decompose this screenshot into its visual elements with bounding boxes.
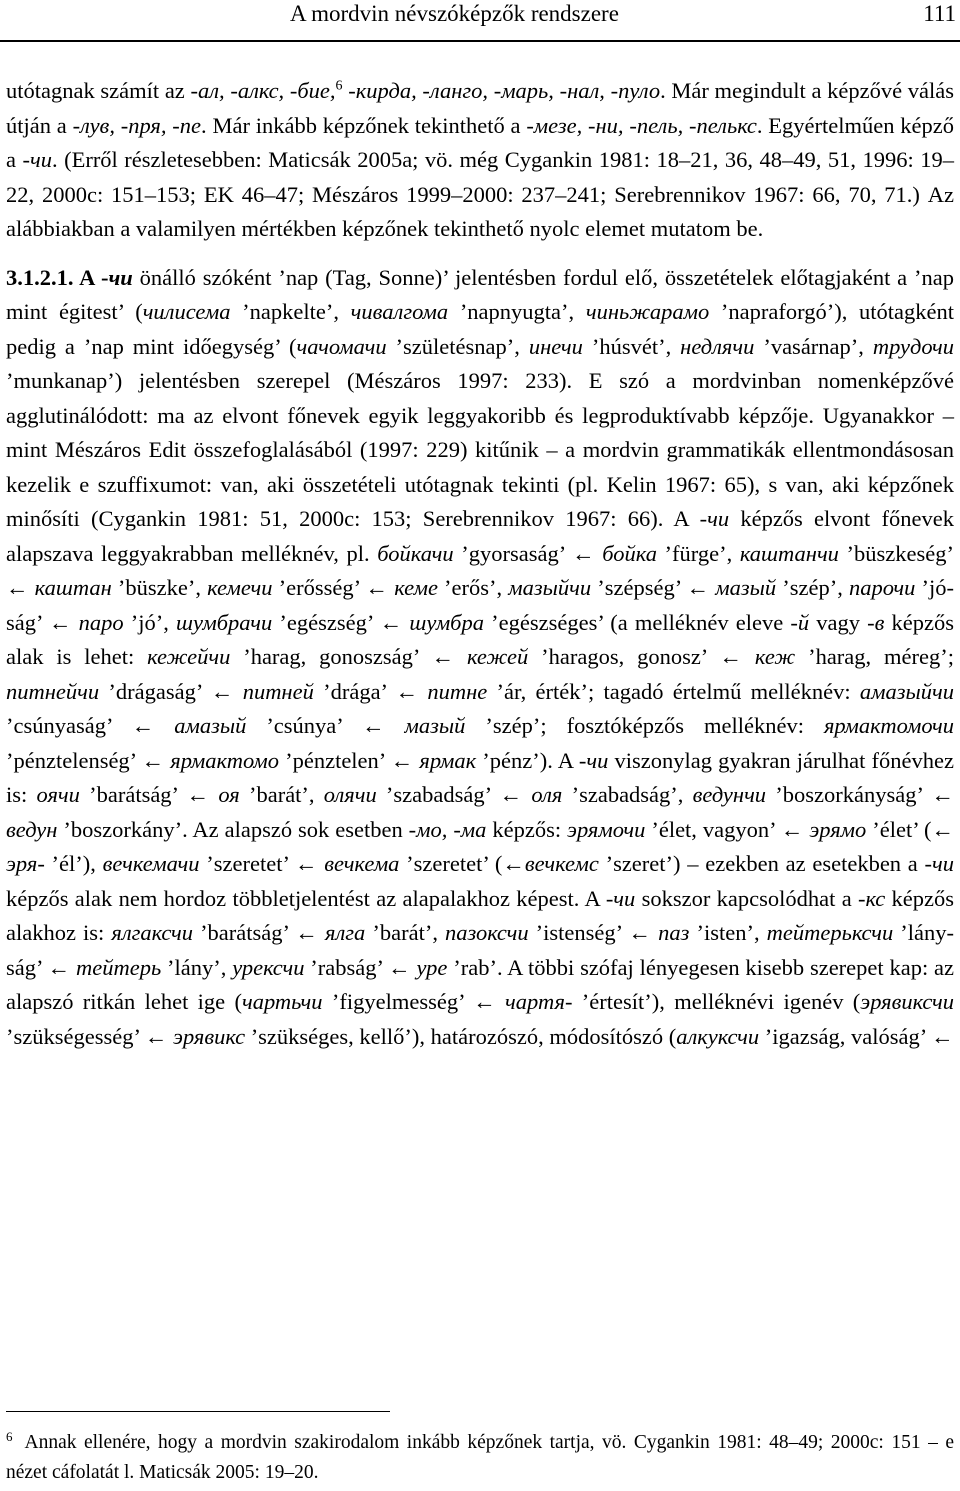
- paragraph-section-3-1-2-1: [6, 261, 954, 1055]
- running-title: A mordvin névszóképzők rendszere: [290, 1, 619, 26]
- text-run: ’barátság’ ←: [79, 782, 219, 807]
- cyrillic-term: уре: [416, 954, 448, 980]
- cyrillic-term: эрявикс: [173, 1023, 246, 1049]
- text-run: ’erősség’ ←: [272, 575, 395, 600]
- text-run: ’istenség’ ←: [528, 920, 659, 945]
- footnote-rule: [6, 1411, 390, 1412]
- text-run: ’szabadság’,: [562, 782, 693, 807]
- cyrillic-term: питней: [242, 678, 314, 704]
- text-run: ’élet, vagyon’ ←: [645, 816, 810, 842]
- cyrillic-term: -чи: [924, 851, 954, 876]
- text-run: ’boszorkányság’ ←: [766, 782, 955, 807]
- text-run: ’drága’ ←: [313, 678, 428, 704]
- cyrillic-term: инечи: [528, 333, 583, 359]
- cyrillic-term: эрямочи: [567, 816, 646, 842]
- cyrillic-term: каштан: [34, 575, 112, 600]
- text-run: ’jóság’ ←: [6, 575, 955, 635]
- text-run: ’szeretet’ (←: [399, 851, 525, 876]
- cyrillic-term: чиньжарамо: [585, 299, 710, 324]
- cyrillic-term: паро: [78, 609, 124, 635]
- cyrillic-term: мазый: [715, 575, 777, 600]
- text-run: ’jó’,: [123, 609, 176, 635]
- cyrillic-term: шумбра: [409, 609, 484, 635]
- text-run: . Már inkább képzőnek tekinthető a: [201, 112, 527, 138]
- text-run: utótagnak számít az: [6, 78, 191, 103]
- footnote: [6, 1428, 954, 1488]
- cyrillic-term: кеж: [754, 644, 796, 669]
- cyrillic-term: -кирда, -ланго, -марь, -нал, -пуло: [348, 78, 661, 103]
- cyrillic-term: -ал, -алкс, -бие,: [190, 78, 336, 103]
- footnote-text: Annak ellenére, hogy a mordvin szakirodalom inkább képzőnek tartja, vö. Cygankin 1981: 48–49; 2000c: 151 – e nézet cáfolatát l. Maticsák 2005: 19–20.: [6, 1432, 954, 1483]
- cyrillic-term: оля: [531, 782, 563, 807]
- running-header: [0, 0, 960, 42]
- cyrillic-term: -мо, -ма: [408, 816, 487, 842]
- text-run: ’figyelmesség’ ←: [322, 989, 506, 1014]
- cyrillic-term: ведунчи: [692, 782, 767, 807]
- cyrillic-term: вечкемс: [524, 851, 599, 876]
- text-run: ’drágaság’ ←: [99, 678, 243, 704]
- cyrillic-term: питне: [427, 678, 488, 704]
- text-run: ’rab’. A többi szófaj lényegesen kisebb szerepet kap: az alapszó ritkán lehet ige (: [6, 954, 954, 1014]
- paragraph-intro-text: [6, 78, 954, 241]
- text-run: ’napraforgó’), utótagként pedig a ’nap mint időegység’ (: [6, 299, 954, 359]
- cyrillic-term: -чи: [605, 885, 636, 911]
- text-run: ’ár, érték’; tagadó értelmű melléknév:: [487, 678, 860, 704]
- text-run: ’egészséges’ (a melléknév eleve: [484, 609, 791, 635]
- cyrillic-term: вечкемачи: [102, 851, 200, 876]
- text-run: ’él’),: [44, 851, 103, 876]
- text-run: ’szép’,: [776, 575, 849, 600]
- cyrillic-term: трудочи: [872, 333, 954, 359]
- cyrillic-term: чивалгома: [350, 299, 449, 324]
- text-run: ’szükségesség’ ←: [6, 1023, 174, 1049]
- text-run: ’egészség’ ←: [272, 609, 410, 635]
- text-run: ’barát’,: [239, 782, 324, 807]
- text-run: ’lányság’ ←: [6, 920, 955, 980]
- text-run: ’szabadság’ ←: [376, 782, 532, 807]
- cyrillic-term: чачомачи: [296, 333, 387, 359]
- text-run: ’büszkeség’ ←: [6, 540, 954, 600]
- cyrillic-term: каштанчи: [739, 540, 839, 566]
- text-run: ’szeret’) – ezekben az esetekben a: [598, 851, 925, 876]
- cyrillic-term: урексчи: [232, 954, 305, 980]
- cyrillic-term: амазый: [174, 713, 247, 738]
- cyrillic-term: алкуксчи: [676, 1023, 760, 1049]
- cyrillic-term: чартя-: [505, 989, 573, 1014]
- text-run: vagy: [809, 609, 868, 635]
- text-run: ’élet’ (←: [866, 816, 954, 842]
- cyrillic-term: мазыйчи: [508, 575, 592, 600]
- text-run: ’szépség’ ←: [591, 575, 716, 600]
- cyrillic-term: ярмактомо: [170, 747, 279, 773]
- cyrillic-term: оя: [218, 782, 240, 807]
- cyrillic-term: ведун: [6, 816, 58, 842]
- text-run: ’vasárnap’,: [754, 333, 873, 359]
- text-run: ’pénz’). A: [476, 747, 579, 773]
- text-run: ’szép’; fosztóképzős melléknév:: [465, 713, 824, 738]
- body-text: [6, 74, 954, 1054]
- text-run: ’büszke’,: [111, 575, 208, 600]
- cyrillic-term: мазый: [404, 713, 466, 738]
- cyrillic-term: эря-: [6, 851, 45, 876]
- paragraph-intro: [6, 74, 954, 247]
- text-run: ’lány’,: [161, 954, 233, 980]
- text-run: ’születésnap’,: [386, 333, 529, 359]
- text-run: ’barátság’ ←: [193, 920, 325, 945]
- cyrillic-term: чартьчи: [241, 989, 323, 1014]
- text-run: ’csúnya’ ←: [246, 713, 405, 738]
- cyrillic-term: эрямо: [809, 816, 867, 842]
- page-number: 111: [923, 1, 956, 26]
- text-run: ’csúnyaság’ ←: [6, 713, 175, 738]
- cyrillic-term: кежей: [466, 644, 529, 669]
- text-run: ’fürge’,: [656, 540, 740, 566]
- cyrillic-term: шумбрачи: [175, 609, 273, 635]
- cyrillic-term: бойкачи: [377, 540, 454, 566]
- cyrillic-term: чи: [108, 264, 133, 290]
- cyrillic-term: кемечи: [207, 575, 273, 600]
- text-run: ’húsvét’,: [582, 333, 681, 359]
- text-run: ’gyorsaság’ ←: [453, 540, 603, 566]
- cyrillic-term: эрявиксчи: [860, 989, 954, 1014]
- text-run: képzős elvont főnevek alapszava leggyakrabban melléknév, pl.: [6, 506, 954, 566]
- text-run: ’napkelte’,: [230, 299, 351, 324]
- cyrillic-term: тейтерьксчи: [766, 920, 894, 945]
- text-run: ’barát’,: [365, 920, 446, 945]
- text-run: . Már megindult a képzővé válás útján a: [6, 78, 955, 138]
- cyrillic-term: ялга: [324, 920, 366, 945]
- text-run: ’erős’,: [437, 575, 509, 600]
- cyrillic-term: кеме: [394, 575, 438, 600]
- cyrillic-term: олячи: [323, 782, 377, 807]
- footnote-ref: 6: [335, 78, 343, 94]
- cyrillic-term: вечкема: [324, 851, 400, 876]
- text-run: . (Erről részletesebben: Maticsák 2005a; vö. még Cygankin 1981: 18–21, 36, 48–49, 51, 1996: 19–22, 2000c: 151–153; EK 46–47; Mészáros 1999–2000: 237–241; Serebrennikov 1967: 66, 70, 71.) Az alábbiakban a valamilyen mértékben képzőnek tekinthető nyolc elemet mutatom be.: [6, 147, 954, 241]
- text-run: 3.1.2.1. A -: [6, 264, 109, 290]
- cyrillic-term: парочи: [848, 575, 916, 600]
- cyrillic-term: -лув, -пря, -пе: [72, 112, 202, 138]
- cyrillic-term: ялгаксчи: [111, 920, 193, 945]
- cyrillic-term: -чи: [578, 747, 609, 773]
- text-run: ’igazság, valóság’ ←: [759, 1023, 954, 1049]
- cyrillic-term: оячи: [36, 782, 80, 807]
- text-run: önálló szóként ’nap (Tag, Sonne)’ jelentésben fordul elő, összetételek előtagjaként a ’nap mint égitest’ (: [6, 264, 954, 324]
- cyrillic-term: бойка: [602, 540, 657, 566]
- cyrillic-term: паз: [658, 920, 690, 945]
- text-run: ’pénztelenség’ ←: [6, 747, 171, 773]
- text-run: ’harag, méreg’;: [795, 644, 954, 669]
- cyrillic-term: чилисема: [142, 299, 231, 324]
- text-run: képzős:: [486, 816, 568, 842]
- footnote-number: 6: [6, 1428, 13, 1444]
- text-run: ’szeretet’ ←: [199, 851, 325, 876]
- cyrillic-term: ярмак: [419, 747, 477, 773]
- text-run: ’boszorkány’. Az alapszó sok esetben: [57, 816, 409, 842]
- cyrillic-term: -й: [790, 609, 810, 635]
- cyrillic-term: кежейчи: [147, 644, 231, 669]
- text-run: képzős alakhoz is:: [6, 885, 954, 945]
- cyrillic-term: амазыйчи: [859, 678, 954, 704]
- cyrillic-term: -чи: [699, 506, 730, 531]
- cyrillic-term: тейтерь: [75, 954, 162, 980]
- cyrillic-term: ярмактомочи: [823, 713, 955, 738]
- text-run: ’harag, gonoszság’ ←: [230, 644, 467, 669]
- text-run: ’isten’,: [689, 920, 767, 945]
- cyrillic-term: пазоксчи: [445, 920, 529, 945]
- text-run: ’haragos, gonosz’ ←: [528, 644, 755, 669]
- text-run: ’pénztelen’ ←: [278, 747, 420, 773]
- cyrillic-term: -чи: [22, 147, 52, 172]
- text-run: sokszor kapcsolódhat a: [635, 885, 859, 911]
- text-run: képzős alak is lehet:: [6, 609, 954, 669]
- text-run: ’szükséges, kellő’), határozószó, módosítószó (: [245, 1023, 677, 1049]
- text-run: ’munkanap’) jelentésben szerepel (Mészáros 1997: 233). E szó a mordvinban nomenképzővé agglutinálódott: ma az elvont főnevek egyik leggyakoribb és legproduktívabb képzője. Ugyanakkor – mint Mészáros Edit összefoglalásából (1997: 229) kitűnik – a mordvin grammatikák ellentmondásosan kezelik e szuffixumot: van, aki összetételi utótagnak tekinti (pl. Kelin 1967: 65), s van, aki képzőnek minősíti (Cygankin 1981: 51, 2000c: 153; Serebrennikov 1967: 66). A: [6, 368, 954, 531]
- text-run: ’rabság’ ←: [304, 954, 417, 980]
- cyrillic-term: недлячи: [680, 333, 755, 359]
- cyrillic-term: -кс: [858, 885, 886, 911]
- cyrillic-term: -мезе, -ни, -пель, -пелькс: [526, 112, 757, 138]
- cyrillic-term: питнейчи: [6, 678, 100, 704]
- text-run: ’értesít’), melléknévi igenév (: [572, 989, 861, 1014]
- text-run: . Egyértelműen képző a: [6, 112, 954, 172]
- text-run: viszonylag gyakran járulhat főnévhez is:: [6, 747, 955, 807]
- text-run: képzős alak nem hordoz többletjelentést az alapalakhoz képest. A: [6, 885, 606, 911]
- cyrillic-term: -в: [867, 609, 885, 635]
- paragraph-section-text: [6, 265, 954, 1049]
- text-run: ’napnyugta’,: [448, 299, 586, 324]
